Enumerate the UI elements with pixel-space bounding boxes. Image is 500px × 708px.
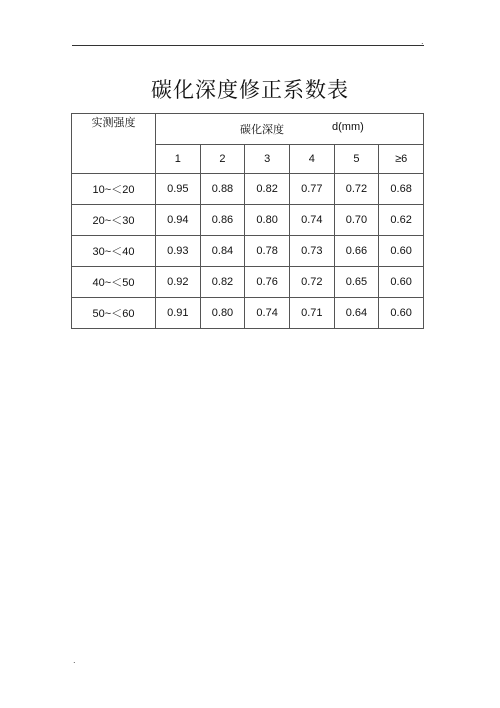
coefficient-cell: 0.68 (379, 174, 424, 205)
coefficient-cell: 0.91 (156, 298, 201, 329)
coefficient-cell: 0.65 (334, 267, 379, 298)
coefficient-cell: 0.93 (156, 236, 201, 267)
coefficient-cell: 0.64 (334, 298, 379, 329)
depth-unit: d(mm) (332, 121, 364, 133)
coefficient-cell: 0.74 (245, 298, 290, 329)
coefficient-cell: 0.84 (200, 236, 245, 267)
depth-header: 碳化深度 (240, 124, 284, 136)
strength-range-cell: 40~＜50 (72, 267, 156, 298)
coefficient-cell: 0.60 (379, 267, 424, 298)
depth-column-header: 3 (245, 145, 290, 174)
header-rule (72, 45, 424, 46)
coefficient-cell: 0.92 (156, 267, 201, 298)
coefficient-cell: 0.71 (289, 298, 334, 329)
coefficient-cell: 0.70 (334, 205, 379, 236)
strength-header: 实测强度 (72, 114, 156, 174)
coefficient-cell: 0.94 (156, 205, 201, 236)
strength-range-cell: 30~＜40 (72, 236, 156, 267)
coefficient-cell: 0.88 (200, 174, 245, 205)
strength-range-cell: 20~＜30 (72, 205, 156, 236)
table-row (72, 298, 424, 329)
page-title: 碳化深度修正系数表 (151, 78, 349, 103)
footer-mark: . (73, 656, 76, 665)
depth-column-header: 2 (200, 145, 245, 174)
depth-column-header: ≥6 (379, 145, 424, 174)
header-mark: . (421, 37, 424, 46)
correction-table (71, 113, 424, 329)
coefficient-cell: 0.82 (245, 174, 290, 205)
table-row (72, 236, 424, 267)
depth-column-header: 4 (289, 145, 334, 174)
table-row (72, 267, 424, 298)
coefficient-cell: 0.95 (156, 174, 201, 205)
coefficient-cell: 0.74 (289, 205, 334, 236)
strength-range-cell: 50~＜60 (72, 298, 156, 329)
coefficient-cell: 0.72 (334, 174, 379, 205)
coefficient-cell: 0.60 (379, 236, 424, 267)
depth-header-cell (156, 114, 424, 145)
coefficient-cell: 0.62 (379, 205, 424, 236)
depth-column-header: 1 (156, 145, 201, 174)
coefficient-cell: 0.73 (289, 236, 334, 267)
depth-column-header: 5 (334, 145, 379, 174)
coefficient-cell: 0.86 (200, 205, 245, 236)
coefficient-cell: 0.60 (379, 298, 424, 329)
table-row (72, 205, 424, 236)
coefficient-cell: 0.66 (334, 236, 379, 267)
coefficient-cell: 0.80 (200, 298, 245, 329)
coefficient-cell: 0.82 (200, 267, 245, 298)
coefficient-cell: 0.72 (289, 267, 334, 298)
strength-range-cell: 10~＜20 (72, 174, 156, 205)
coefficient-cell: 0.77 (289, 174, 334, 205)
coefficient-cell: 0.80 (245, 205, 290, 236)
coefficient-cell: 0.78 (245, 236, 290, 267)
table-header-row (72, 114, 424, 145)
table-row (72, 174, 424, 205)
coefficient-cell: 0.76 (245, 267, 290, 298)
